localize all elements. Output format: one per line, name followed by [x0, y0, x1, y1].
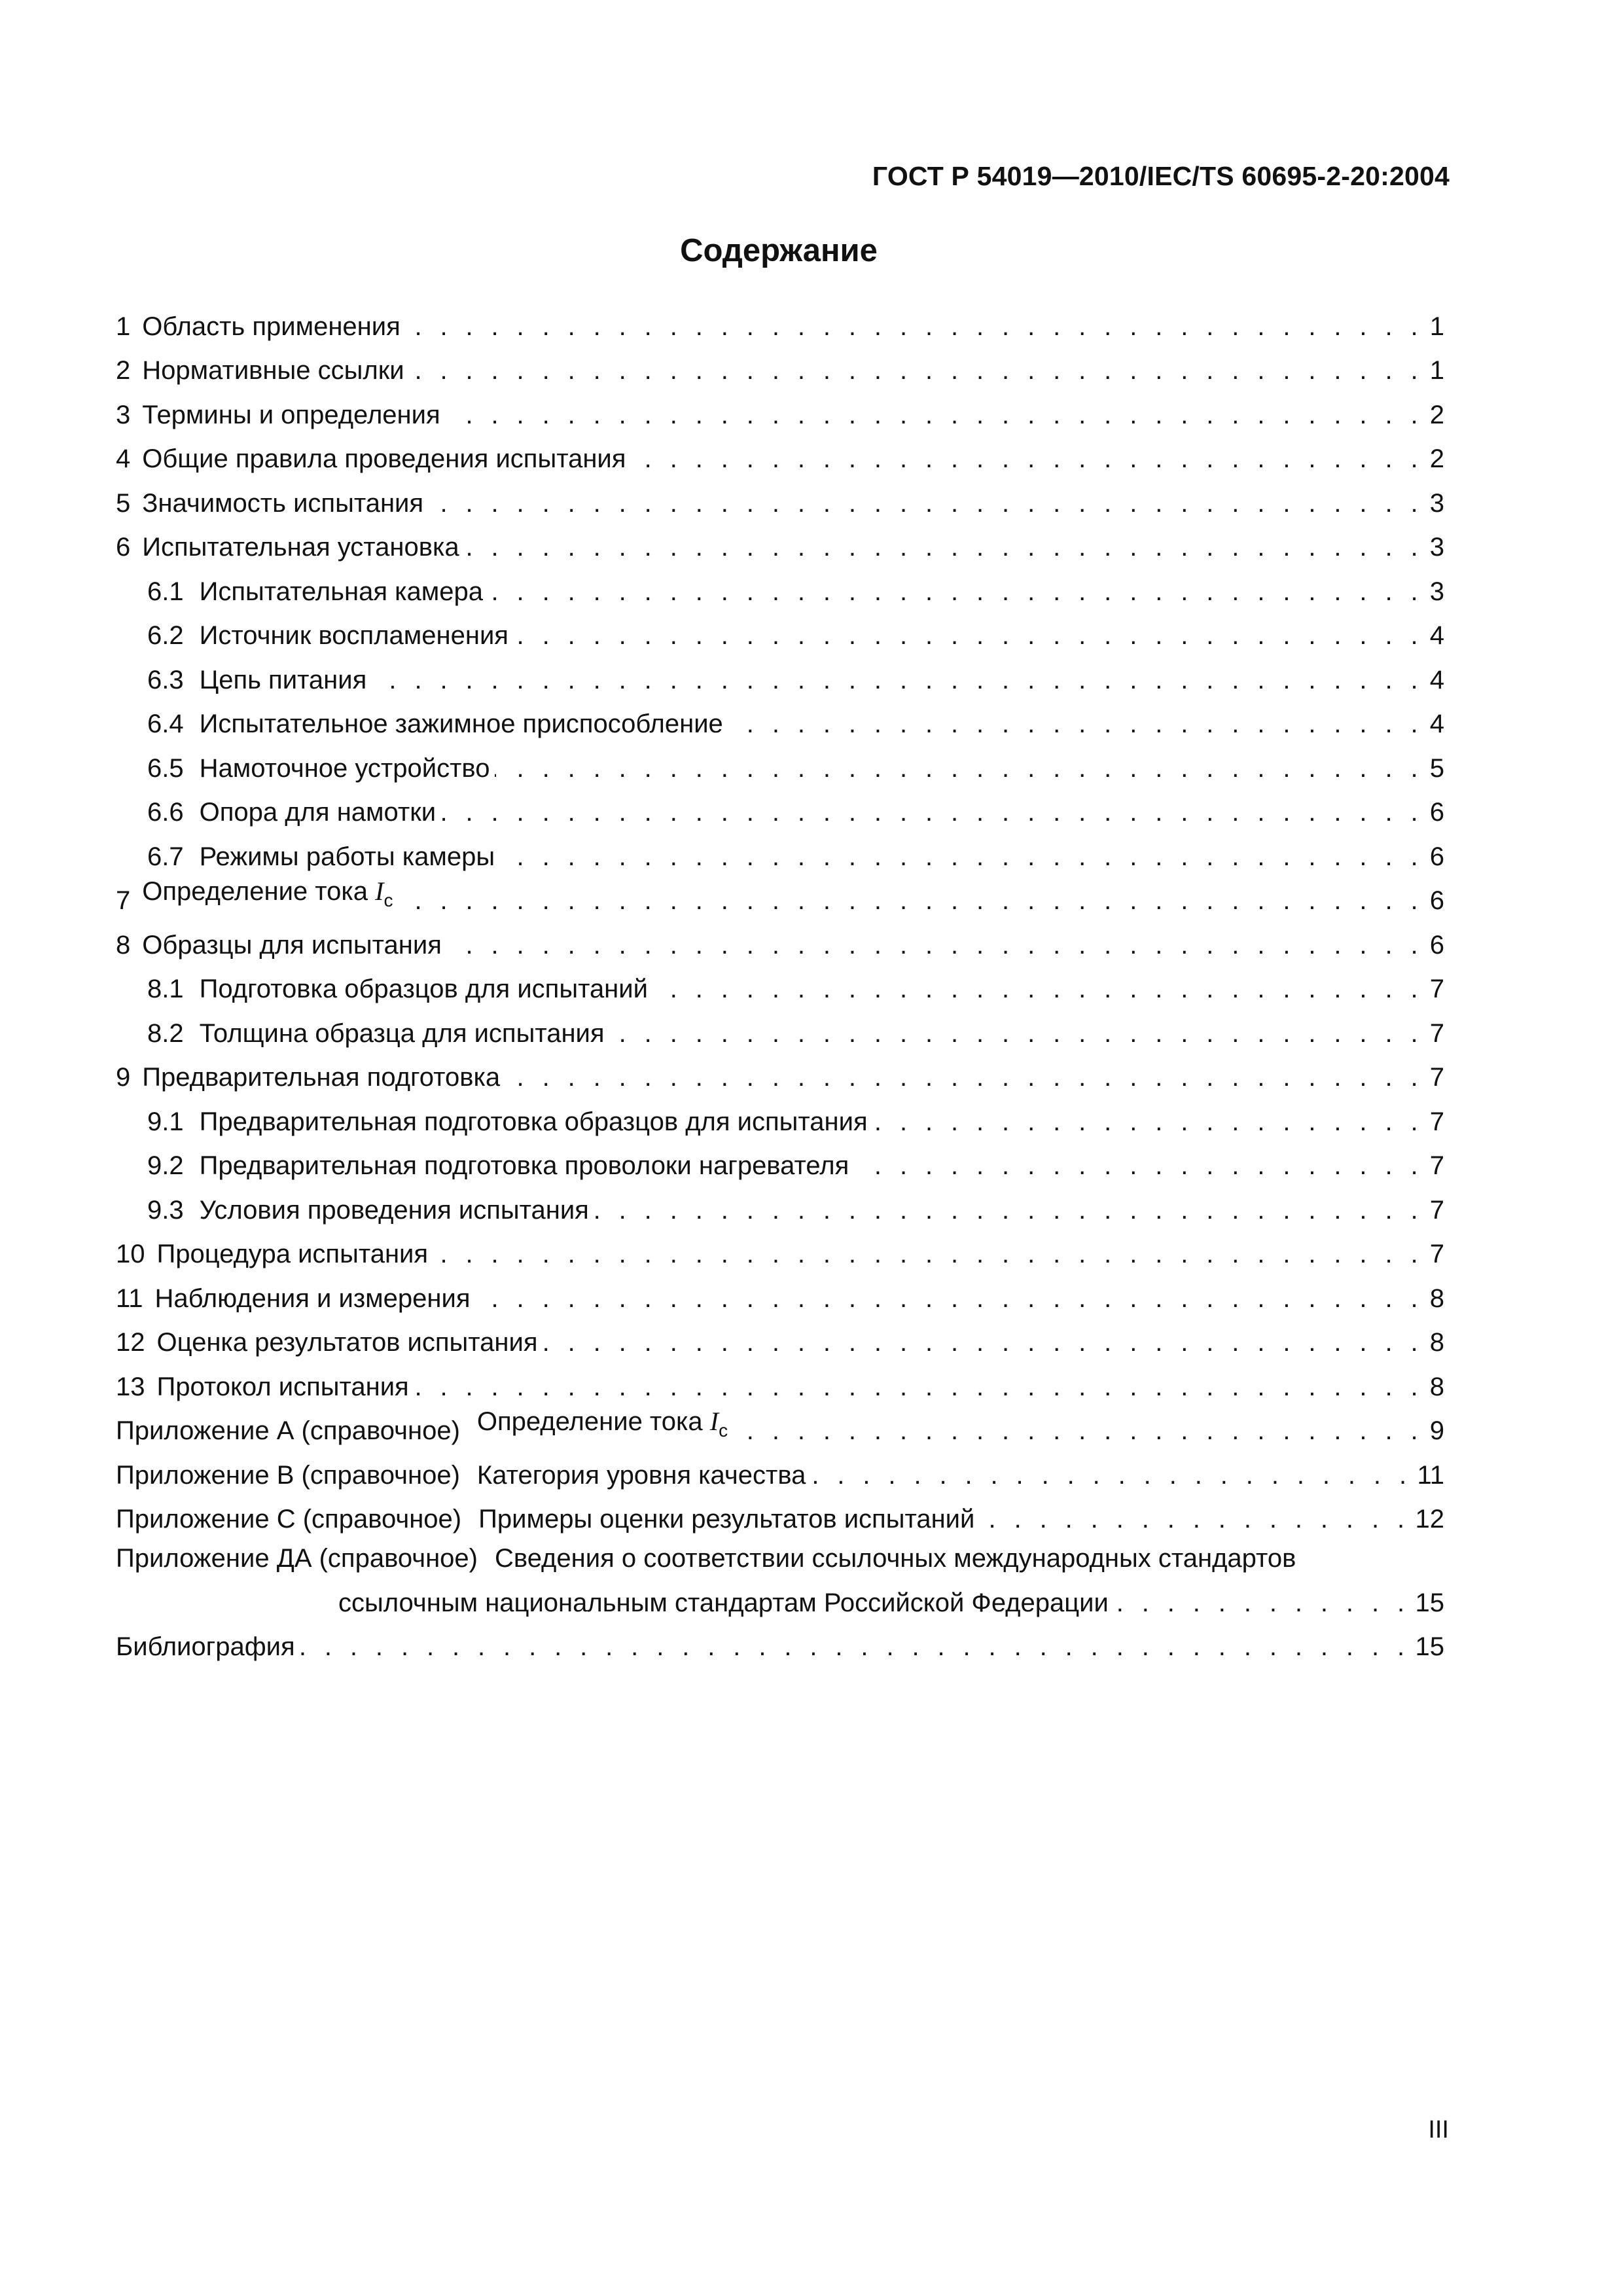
toc-entry[interactable] [116, 1314, 1444, 1359]
toc-entry-number: 5 [116, 488, 131, 518]
toc-entry-number: 9.3 [147, 1195, 184, 1225]
toc-entry-page: 7 [1429, 1195, 1444, 1225]
dot-leader [441, 802, 1423, 822]
toc-entry-page: 4 [1429, 709, 1444, 738]
toc-entry-title: Условия проведения испытания [199, 1195, 589, 1225]
toc-entry-number: 11 [116, 1283, 143, 1313]
dot-leader [811, 1465, 1412, 1485]
appendix-title [477, 1406, 728, 1446]
toc-entry[interactable] [116, 916, 1444, 961]
toc-entry-page: 7 [1429, 1018, 1444, 1048]
toc-entry-page: 6 [1429, 798, 1444, 827]
toc-subentry[interactable] [116, 607, 1444, 652]
dot-leader [514, 626, 1423, 645]
toc-entry-page: 7 [1429, 975, 1444, 1003]
toc-subentry[interactable] [116, 1138, 1444, 1182]
dot-leader [728, 714, 1423, 734]
toc-entry-title: Нормативные ссылки [142, 356, 404, 385]
toc-entry-page: 8 [1429, 1328, 1444, 1357]
toc-subentry[interactable] [116, 1181, 1444, 1226]
current-symbol-subscript: c [383, 890, 393, 910]
toc-entry-title: Подготовка образцов для испытаний [199, 975, 648, 1003]
bibliography-entry[interactable] [116, 1619, 1444, 1663]
toc-entry-title: Процедура испытания [156, 1240, 429, 1268]
toc-entry-page: 5 [1429, 753, 1444, 783]
appendix-entry[interactable] [116, 1446, 1444, 1491]
footer-page-number: III [1428, 2116, 1449, 2144]
toc-entry-page: 3 [1429, 533, 1444, 562]
toc-entry-page: 6 [1429, 842, 1444, 871]
toc-entry-page: 4 [1429, 665, 1444, 694]
toc-entry-title: Область применения [142, 312, 401, 341]
toc-entry[interactable] [116, 342, 1444, 387]
toc-entry-title: Значимость испытания [142, 488, 424, 518]
dot-leader [300, 1637, 1410, 1657]
dot-leader [372, 670, 1423, 690]
toc-entry-title: Предварительная подготовка образцов для испытания [199, 1107, 868, 1136]
toc-subentry[interactable] [116, 961, 1444, 1005]
toc-entry-number: 6.7 [147, 842, 184, 871]
dot-leader [631, 449, 1423, 469]
toc-entry-title: Толщина образца для испытания [199, 1018, 605, 1048]
toc-subentry[interactable] [116, 563, 1444, 607]
document-code-header: ГОСТ Р 54019—2010/IEC/TS 60695-2-20:2004 [872, 161, 1450, 191]
toc-entry-number: 3 [116, 400, 131, 429]
dot-leader [543, 1333, 1423, 1352]
toc-entry[interactable] [116, 298, 1444, 342]
appendix-label: Приложение А (справочное) [116, 1416, 460, 1445]
dot-leader [1114, 1593, 1410, 1613]
toc-subentry[interactable] [116, 1093, 1444, 1138]
toc-entry-title: Испытательная установка [142, 533, 459, 562]
toc-entry-page: 7 [1429, 1063, 1444, 1092]
appendix-entry-continuation[interactable] [116, 1574, 1444, 1619]
toc-entry-title: Источник воспламенения [199, 621, 508, 650]
dot-leader [410, 361, 1423, 380]
appendix-page: 11 [1417, 1460, 1444, 1490]
toc-entry-number: 6.4 [147, 709, 184, 738]
toc-entry-number: 6.3 [147, 665, 184, 694]
toc-entry-page: 1 [1429, 312, 1444, 341]
toc-entry[interactable] [116, 872, 1444, 917]
appendix-title-continuation: ссылочным национальным стандартам Российской Федерации [338, 1588, 1109, 1617]
toc-entry-page: 6 [1429, 930, 1444, 960]
toc-entry-page: 2 [1429, 400, 1444, 429]
bibliography-title: Библиография [116, 1632, 295, 1661]
appendix-entry[interactable] [116, 1403, 1444, 1447]
toc-entry-number: 13 [116, 1372, 145, 1401]
dot-leader [476, 1289, 1423, 1308]
table-of-contents [116, 298, 1444, 1662]
dot-leader [653, 979, 1423, 999]
toc-entry-number: 6.2 [147, 621, 184, 650]
toc-entry[interactable] [116, 386, 1444, 431]
toc-entry-page: 7 [1429, 1151, 1444, 1180]
dot-leader [414, 1377, 1423, 1397]
toc-subentry[interactable] [116, 740, 1444, 784]
dot-leader [594, 1200, 1423, 1220]
appendix-label: Приложение ДА (справочное) [116, 1544, 478, 1573]
toc-entry-title: Режимы работы камеры [199, 842, 495, 871]
toc-entry-title-text: Определение тока [142, 877, 368, 906]
dot-leader [465, 537, 1423, 557]
toc-entry-number: 4 [116, 444, 131, 473]
dot-leader [500, 847, 1423, 867]
toc-entry-title: Испытательное зажимное приспособление [199, 709, 723, 738]
toc-entry-page: 7 [1429, 1107, 1444, 1136]
appendix-title-text: Определение тока [476, 1407, 703, 1436]
appendix-label: Приложение С (справочное) [116, 1505, 462, 1534]
toc-entry-page: 8 [1429, 1283, 1444, 1313]
toc-entry-page: 3 [1429, 488, 1444, 518]
toc-entry[interactable] [116, 431, 1444, 475]
dot-leader [406, 317, 1423, 336]
toc-subentry[interactable] [116, 828, 1444, 872]
toc-entry[interactable] [116, 475, 1444, 519]
toc-entry-title: Образцы для испытания [142, 930, 442, 960]
toc-entry-title: Испытательная камера [199, 577, 483, 606]
toc-entry-page: 8 [1429, 1372, 1444, 1401]
toc-entry-number: 8.1 [147, 975, 184, 1003]
toc-entry-number: 9.2 [147, 1151, 184, 1180]
dot-leader [447, 935, 1423, 955]
toc-entry-number: 7 [116, 886, 131, 915]
appendix-entry[interactable] [116, 1535, 1444, 1574]
appendix-page: 15 [1415, 1588, 1444, 1617]
toc-entry-number: 10 [116, 1240, 145, 1268]
toc-entry-number: 8.2 [147, 1018, 184, 1048]
current-symbol-subscript: c [719, 1420, 728, 1441]
appendix-title: Примеры оценки результатов испытаний [478, 1505, 975, 1534]
toc-entry-title: Оценка результатов испытания [156, 1328, 538, 1357]
toc-entry-number: 12 [116, 1328, 145, 1357]
toc-entry-title: Опора для намотки [199, 798, 437, 827]
dot-leader [446, 405, 1423, 425]
dot-leader [429, 493, 1423, 513]
dot-leader [873, 1112, 1423, 1132]
toc-subentry[interactable] [116, 1005, 1444, 1049]
toc-subentry[interactable] [116, 696, 1444, 740]
toc-entry[interactable] [116, 1226, 1444, 1270]
dot-leader [495, 759, 1423, 778]
toc-subentry[interactable] [116, 651, 1444, 696]
toc-entry-title: Наблюдения и измерения [154, 1283, 471, 1313]
toc-entry-title: Общие правила проведения испытания [142, 444, 626, 473]
dot-leader [488, 582, 1423, 601]
toc-entry[interactable] [116, 1358, 1444, 1403]
toc-entry[interactable] [116, 1270, 1444, 1314]
toc-entry-number: 6 [116, 533, 131, 562]
dot-leader [610, 1024, 1423, 1043]
toc-subentry[interactable] [116, 784, 1444, 829]
toc-entry-page: 3 [1429, 577, 1444, 606]
appendix-entry[interactable] [116, 1491, 1444, 1535]
toc-entry-number: 9.1 [147, 1107, 184, 1136]
appendix-title: Категория уровня качества [476, 1460, 806, 1490]
toc-entry[interactable] [116, 1049, 1444, 1094]
toc-entry[interactable] [116, 519, 1444, 564]
toc-entry-title: Протокол испытания [156, 1372, 409, 1401]
current-symbol: I [709, 1407, 719, 1436]
dot-leader [854, 1156, 1423, 1175]
toc-entry-number: 8 [116, 930, 131, 960]
appendix-page: 9 [1429, 1416, 1444, 1445]
appendix-label: Приложение В (справочное) [116, 1460, 460, 1490]
toc-entry-number: 6.6 [147, 798, 184, 827]
toc-entry-title [142, 876, 393, 916]
toc-entry-title: Предварительная подготовка проволоки нагревателя [199, 1151, 849, 1180]
current-symbol: I [375, 876, 384, 906]
toc-entry-title: Намоточное устройство [199, 753, 490, 783]
toc-entry-title: Цепь питания [199, 665, 367, 694]
toc-entry-page: 7 [1429, 1240, 1444, 1268]
dot-leader [398, 891, 1423, 910]
dot-leader [733, 1421, 1423, 1441]
toc-entry-number: 2 [116, 356, 131, 385]
appendix-page: 12 [1415, 1505, 1444, 1534]
toc-entry-number: 1 [116, 312, 131, 341]
toc-entry-page: 1 [1429, 356, 1444, 385]
toc-entry-number: 6.5 [147, 753, 184, 783]
toc-entry-page: 6 [1429, 886, 1444, 915]
toc-entry-title: Предварительная подготовка [142, 1063, 501, 1092]
toc-entry-page: 4 [1429, 621, 1444, 650]
dot-leader [505, 1067, 1423, 1087]
toc-entry-number: 9 [116, 1063, 131, 1092]
dot-leader [433, 1244, 1423, 1264]
toc-entry-number: 6.1 [147, 577, 184, 606]
toc-title: Содержание [680, 233, 878, 268]
toc-entry-title: Термины и определения [142, 400, 440, 429]
appendix-title: Сведения о соответствии ссылочных международных стандартов [495, 1544, 1296, 1573]
bibliography-page: 15 [1415, 1632, 1444, 1661]
dot-leader [980, 1509, 1410, 1529]
toc-entry-page: 2 [1429, 444, 1444, 473]
